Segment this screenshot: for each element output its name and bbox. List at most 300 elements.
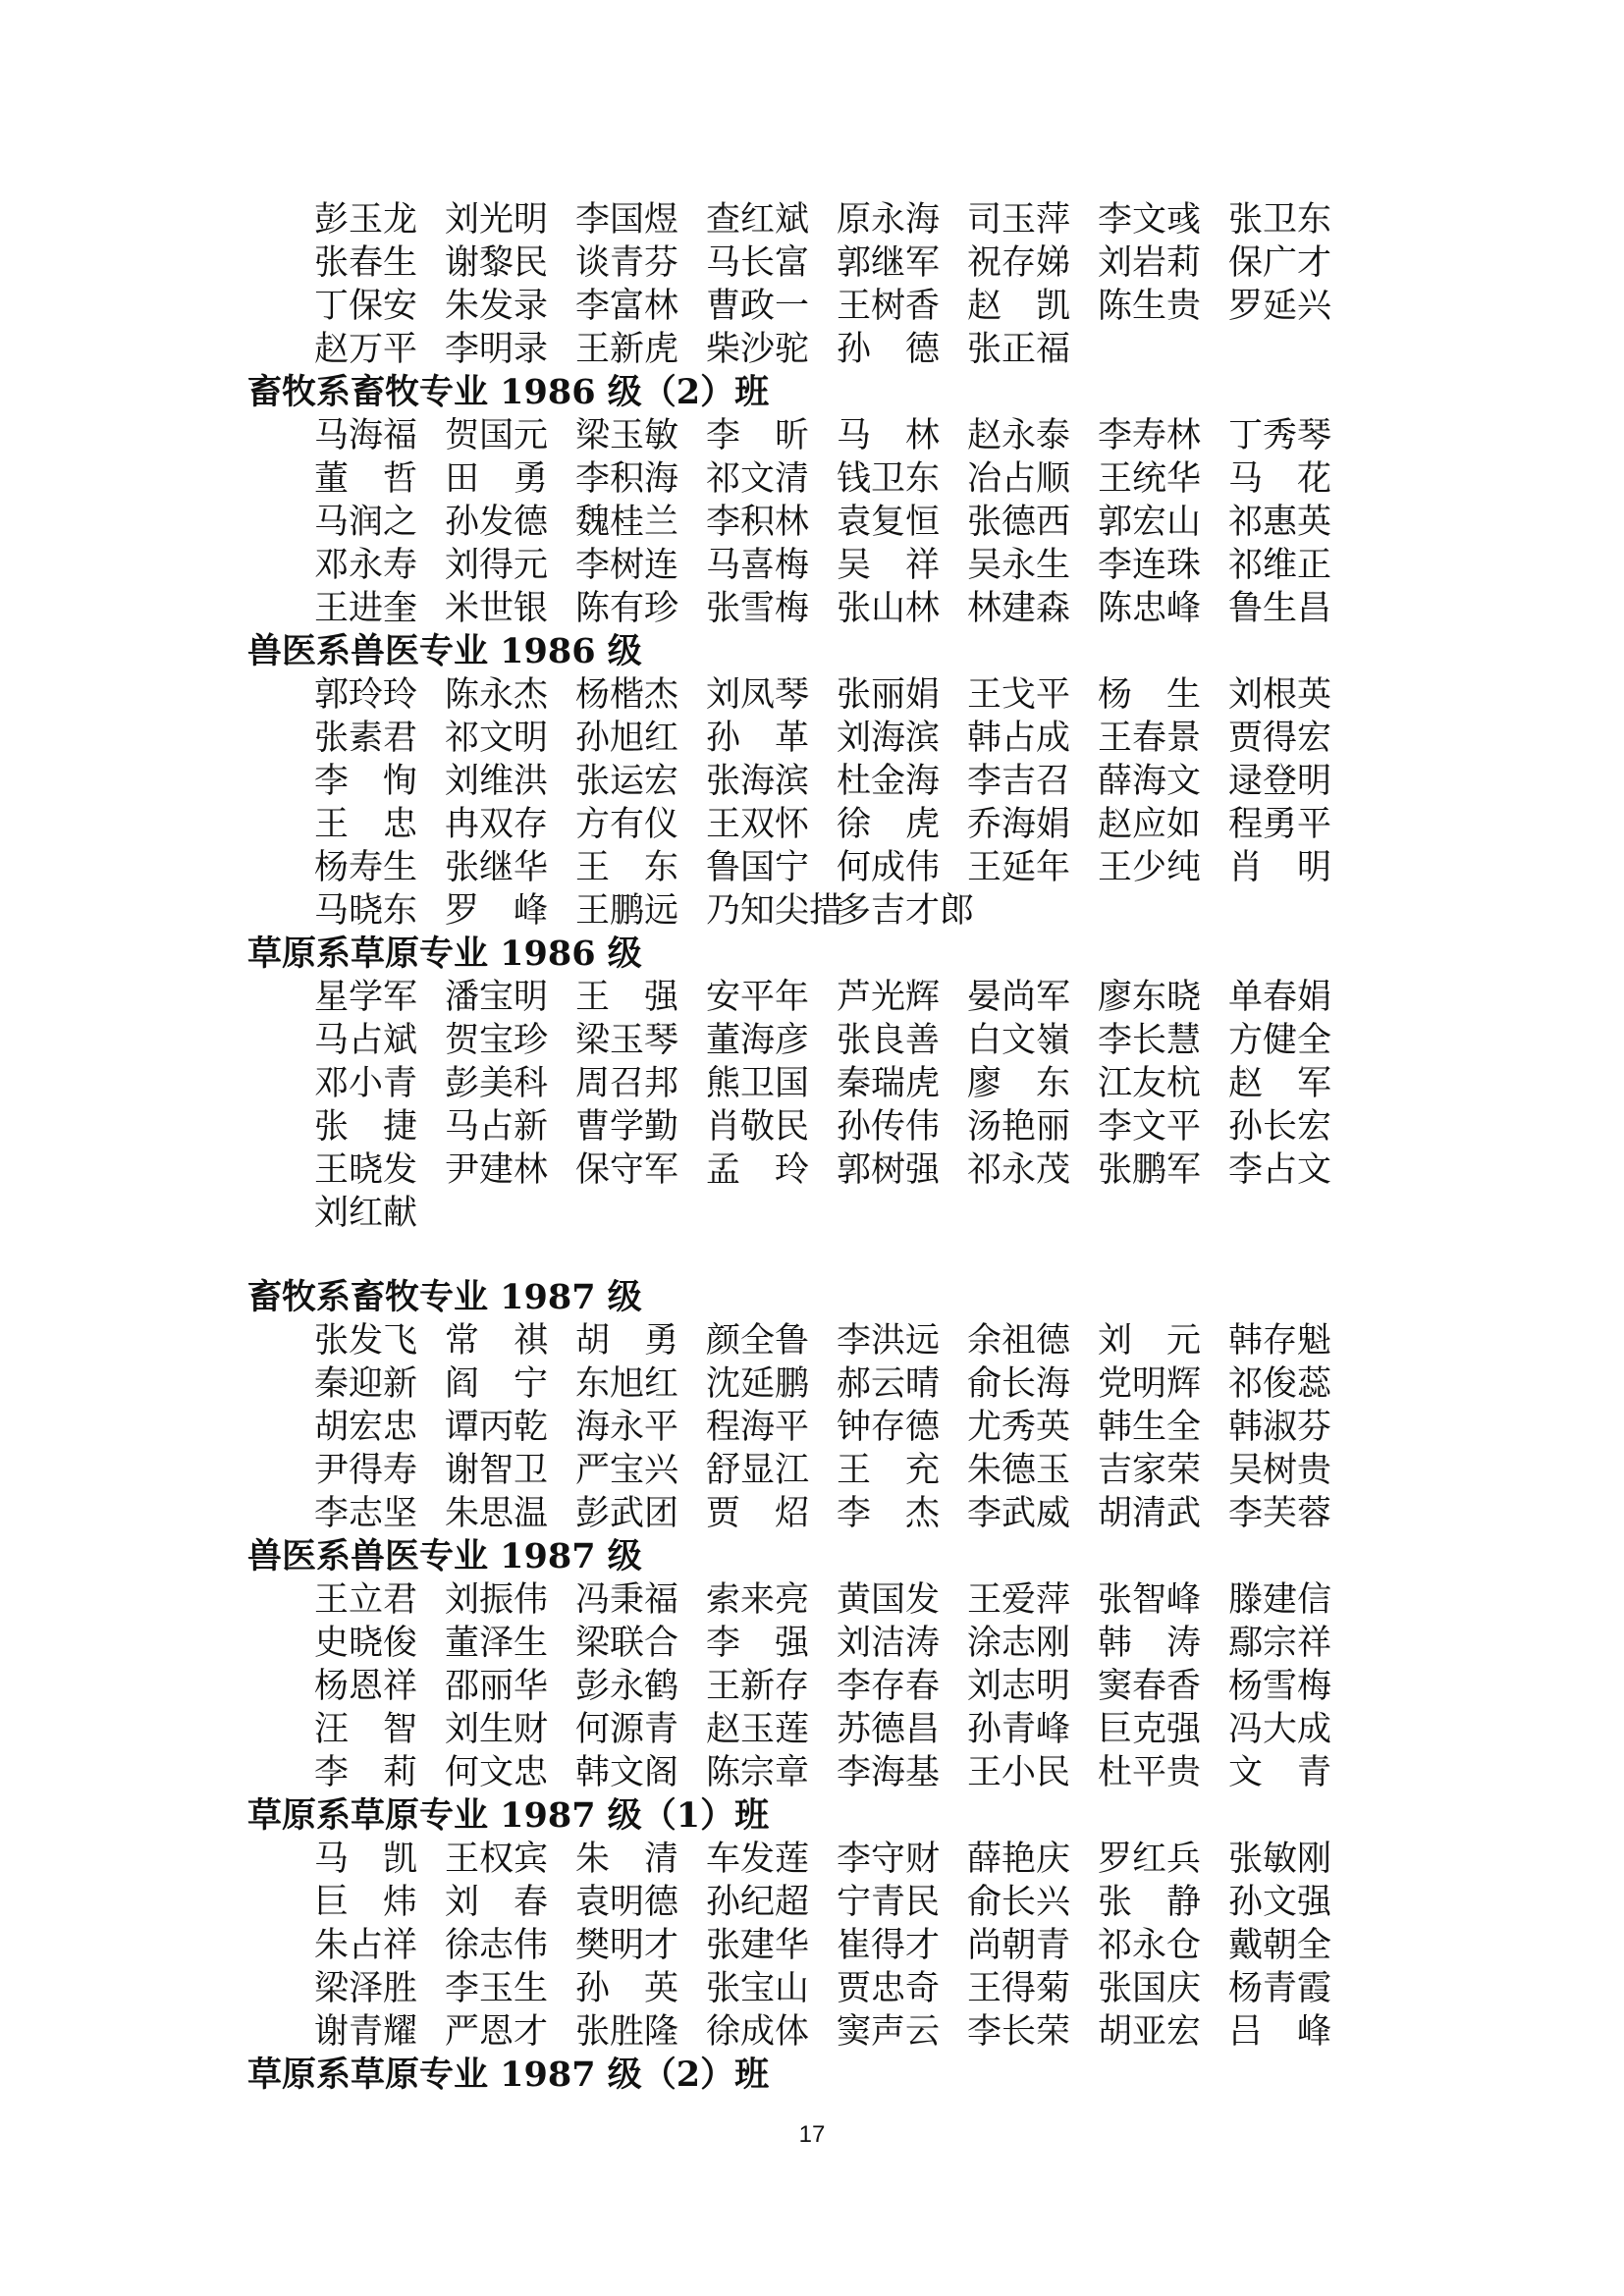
student-name: 巨 炜 [314, 1883, 418, 1922]
student-name: 罗延兴 [1228, 287, 1332, 326]
student-name: 杜金海 [837, 762, 941, 801]
student-name: 马海福 [314, 416, 418, 455]
student-name: 查红斌 [706, 200, 810, 240]
student-name: 魏桂兰 [575, 503, 679, 542]
student-name: 何文忠 [445, 1753, 549, 1792]
student-name: 董 哲 [314, 459, 418, 499]
student-name: 王权宾 [445, 1840, 549, 1879]
name-row [314, 1751, 1355, 1794]
student-name: 张正福 [967, 330, 1071, 369]
student-name: 孙纪超 [706, 1883, 810, 1922]
name-row [314, 414, 1355, 457]
student-name: 余祖德 [967, 1321, 1071, 1361]
student-name: 李占文 [1228, 1150, 1332, 1190]
student-name: 李 莉 [314, 1753, 418, 1792]
student-name: 马喜梅 [706, 546, 810, 585]
student-name: 王双怀 [706, 805, 810, 844]
student-name: 海永平 [575, 1408, 679, 1447]
name-row [314, 976, 1355, 1019]
student-name: 朱思温 [445, 1494, 549, 1533]
student-name: 索来亮 [706, 1580, 810, 1620]
student-name: 逯登明 [1228, 762, 1332, 801]
student-name: 徐成体 [706, 2012, 810, 2052]
student-name: 杨恩祥 [314, 1667, 418, 1706]
student-name: 祁俊蕊 [1228, 1364, 1332, 1404]
student-name: 肖敬民 [706, 1107, 810, 1147]
student-name: 杨 生 [1098, 675, 1202, 715]
student-name: 滕建信 [1228, 1580, 1332, 1620]
student-name: 钱卫东 [837, 459, 941, 499]
student-name: 保守军 [575, 1150, 679, 1190]
student-name: 谭丙乾 [445, 1408, 549, 1447]
student-name: 巨克强 [1098, 1710, 1202, 1749]
student-name: 胡清武 [1098, 1494, 1202, 1533]
student-name: 彭玉龙 [314, 200, 418, 240]
student-name: 尹得寿 [314, 1451, 418, 1490]
name-row [314, 328, 1355, 371]
student-name: 张智峰 [1098, 1580, 1202, 1620]
student-name: 郭继军 [837, 243, 941, 283]
student-name: 肖 明 [1228, 848, 1332, 887]
page-number: 17 [798, 2121, 826, 2148]
student-name: 贾 炤 [706, 1494, 810, 1533]
name-row [314, 1708, 1355, 1751]
name-row [314, 1967, 1355, 2010]
student-name: 李海基 [837, 1753, 941, 1792]
name-row [314, 1019, 1355, 1062]
student-name: 郭树强 [837, 1150, 941, 1190]
student-name: 宁青民 [837, 1883, 941, 1922]
student-name: 李玉生 [445, 1969, 549, 2008]
student-name: 祁永茂 [967, 1150, 1071, 1190]
name-row [314, 1148, 1355, 1192]
student-name: 张海滨 [706, 762, 810, 801]
student-name: 尹建林 [445, 1150, 549, 1190]
student-name: 晏尚军 [967, 978, 1071, 1017]
student-name: 乃知尖措 [706, 891, 844, 931]
student-name: 张敏刚 [1228, 1840, 1332, 1879]
student-name: 樊明才 [575, 1926, 679, 1965]
student-name: 史晓俊 [314, 1624, 418, 1663]
student-name: 郝云晴 [837, 1364, 941, 1404]
student-name: 刘维洪 [445, 762, 549, 801]
student-name: 李明录 [445, 330, 549, 369]
student-name: 贾忠奇 [837, 1969, 941, 2008]
student-name: 陈有珍 [575, 589, 679, 628]
student-name: 吉家荣 [1098, 1451, 1202, 1490]
student-name: 董泽生 [445, 1624, 549, 1663]
student-name: 杨青霞 [1228, 1969, 1332, 2008]
student-name: 王进奎 [314, 589, 418, 628]
student-name: 王 忠 [314, 805, 418, 844]
student-name: 江友杭 [1098, 1064, 1202, 1103]
student-name: 张 静 [1098, 1883, 1202, 1922]
student-name: 李吉召 [967, 762, 1071, 801]
student-name: 丁秀琴 [1228, 416, 1332, 455]
student-name: 王少纯 [1098, 848, 1202, 887]
student-name: 张国庆 [1098, 1969, 1202, 2008]
student-name: 吴永生 [967, 546, 1071, 585]
student-name: 贺国元 [445, 416, 549, 455]
name-row [314, 760, 1355, 803]
student-name: 张丽娟 [837, 675, 941, 715]
student-name: 王得菊 [967, 1969, 1071, 2008]
name-row [314, 2010, 1355, 2054]
student-name: 涂志刚 [967, 1624, 1071, 1663]
student-name: 朱占祥 [314, 1926, 418, 1965]
student-name: 邵丽华 [445, 1667, 549, 1706]
student-name: 阎 宁 [445, 1364, 549, 1404]
student-name: 戴朝全 [1228, 1926, 1332, 1965]
name-row [314, 846, 1355, 889]
student-name: 彭美科 [445, 1064, 549, 1103]
student-name: 黄国发 [837, 1580, 941, 1620]
student-name: 杜平贵 [1098, 1753, 1202, 1792]
student-name: 冯秉福 [575, 1580, 679, 1620]
student-name: 李长荣 [967, 2012, 1071, 2052]
student-name: 单春娟 [1228, 978, 1332, 1017]
student-name: 韩淑芬 [1228, 1408, 1332, 1447]
student-name: 胡宏忠 [314, 1408, 418, 1447]
student-name: 星学军 [314, 978, 418, 1017]
student-name: 祁永仓 [1098, 1926, 1202, 1965]
student-name: 程勇平 [1228, 805, 1332, 844]
student-name: 廖东晓 [1098, 978, 1202, 1017]
student-name: 窦声云 [837, 2012, 941, 2052]
student-name: 谈青芬 [575, 243, 679, 283]
name-row [314, 1362, 1355, 1406]
student-name: 程海平 [706, 1408, 810, 1447]
student-name: 彭武团 [575, 1494, 679, 1533]
student-name: 窦春香 [1098, 1667, 1202, 1706]
student-name: 陈永杰 [445, 675, 549, 715]
student-name: 冶占顺 [967, 459, 1071, 499]
student-name: 朱德玉 [967, 1451, 1071, 1490]
student-name: 苏德昌 [837, 1710, 941, 1749]
student-name: 李文彧 [1098, 200, 1202, 240]
student-name: 祁维正 [1228, 546, 1332, 585]
student-name: 王 东 [575, 848, 679, 887]
student-name: 邓永寿 [314, 546, 418, 585]
student-name: 潘宝明 [445, 978, 549, 1017]
student-name: 胡亚宏 [1098, 2012, 1202, 2052]
student-name: 韩占成 [967, 719, 1071, 758]
student-name: 刘志明 [967, 1667, 1071, 1706]
name-row [314, 803, 1355, 846]
student-name: 张胜隆 [575, 2012, 679, 2052]
student-name: 李 恂 [314, 762, 418, 801]
student-name: 马占新 [445, 1107, 549, 1147]
student-name: 赵 凯 [967, 287, 1071, 326]
student-name: 孙 革 [706, 719, 810, 758]
student-name: 谢青耀 [314, 2012, 418, 2052]
student-name: 张宝山 [706, 1969, 810, 2008]
student-name: 陈忠峰 [1098, 589, 1202, 628]
section-heading: 畜牧系畜牧专业 1986 级（2）班 [247, 372, 770, 412]
student-name: 罗 峰 [445, 891, 549, 931]
student-name: 刘海滨 [837, 719, 941, 758]
student-name: 刘光明 [445, 200, 549, 240]
student-name: 赵万平 [314, 330, 418, 369]
student-name: 李树连 [575, 546, 679, 585]
student-name: 李富林 [575, 287, 679, 326]
name-row [314, 1578, 1355, 1622]
student-name: 张发飞 [314, 1321, 418, 1361]
student-name: 王统华 [1098, 459, 1202, 499]
student-name: 汤艳丽 [967, 1107, 1071, 1147]
student-name: 马 凯 [314, 1840, 418, 1879]
student-name: 张山林 [837, 589, 941, 628]
student-name: 田 勇 [445, 459, 549, 499]
student-name: 李 昕 [706, 416, 810, 455]
section-heading: 畜牧系畜牧专业 1987 级 [247, 1277, 642, 1317]
name-row [314, 1105, 1355, 1148]
student-name: 马晓东 [314, 891, 418, 931]
student-name: 梁玉敏 [575, 416, 679, 455]
name-row [314, 241, 1355, 285]
student-name: 鲁生昌 [1228, 589, 1332, 628]
name-row [314, 1192, 1355, 1235]
student-name: 张卫东 [1228, 200, 1332, 240]
name-row [314, 717, 1355, 760]
student-name: 原永海 [837, 200, 941, 240]
student-name: 袁明德 [575, 1883, 679, 1922]
student-name: 王小民 [967, 1753, 1071, 1792]
name-row [314, 1665, 1355, 1708]
student-name: 柴沙驼 [706, 330, 810, 369]
student-name: 薛艳庆 [967, 1840, 1071, 1879]
student-name: 王 充 [837, 1451, 941, 1490]
student-name: 东旭红 [575, 1364, 679, 1404]
section-heading: 兽医系兽医专业 1987 级 [247, 1536, 642, 1576]
student-name: 王鹏远 [575, 891, 679, 931]
student-name: 冉双存 [445, 805, 549, 844]
student-name: 袁复恒 [837, 503, 941, 542]
student-name: 赵玉莲 [706, 1710, 810, 1749]
name-row [314, 285, 1355, 328]
student-name: 汪 智 [314, 1710, 418, 1749]
student-name: 贺宝珍 [445, 1021, 549, 1060]
name-row [314, 1838, 1355, 1881]
student-name: 赵 军 [1228, 1064, 1332, 1103]
student-name: 王春景 [1098, 719, 1202, 758]
student-name: 祝存娣 [967, 243, 1071, 283]
student-name: 芦光辉 [837, 978, 941, 1017]
student-name: 彭永鹤 [575, 1667, 679, 1706]
student-name: 李积林 [706, 503, 810, 542]
student-name: 吴树贵 [1228, 1451, 1332, 1490]
student-name: 何源青 [575, 1710, 679, 1749]
name-row [314, 889, 1355, 933]
student-name: 吴 祥 [837, 546, 941, 585]
student-name: 胡 勇 [575, 1321, 679, 1361]
student-name: 孙旭红 [575, 719, 679, 758]
student-name: 孙 德 [837, 330, 941, 369]
student-name: 韩生全 [1098, 1408, 1202, 1447]
student-name: 李武威 [967, 1494, 1071, 1533]
student-name: 张鹏军 [1098, 1150, 1202, 1190]
student-name: 刘根英 [1228, 675, 1332, 715]
student-name: 乔海娟 [967, 805, 1071, 844]
student-name: 郭玲玲 [314, 675, 418, 715]
name-row [314, 1062, 1355, 1105]
student-name: 刘岩莉 [1098, 243, 1202, 283]
student-name: 张继华 [445, 848, 549, 887]
student-name: 李守财 [837, 1840, 941, 1879]
student-name: 孙 英 [575, 1969, 679, 2008]
name-row [314, 457, 1355, 501]
student-name: 刘红献 [314, 1194, 418, 1233]
student-name: 张 捷 [314, 1107, 418, 1147]
student-name: 张素君 [314, 719, 418, 758]
student-name: 方有仪 [575, 805, 679, 844]
student-name: 刘得元 [445, 546, 549, 585]
student-name: 祁文明 [445, 719, 549, 758]
student-name: 丁保安 [314, 287, 418, 326]
student-name: 王爱萍 [967, 1580, 1071, 1620]
student-name: 李芙蓉 [1228, 1494, 1332, 1533]
student-name: 陈宗章 [706, 1753, 810, 1792]
student-name: 郭宏山 [1098, 503, 1202, 542]
student-name: 严宝兴 [575, 1451, 679, 1490]
student-name: 文 青 [1228, 1753, 1332, 1792]
student-name: 董海彦 [706, 1021, 810, 1060]
student-name: 鲁国宁 [706, 848, 810, 887]
student-name: 王延年 [967, 848, 1071, 887]
student-name: 马润之 [314, 503, 418, 542]
student-name: 孙文强 [1228, 1883, 1332, 1922]
student-name: 米世银 [445, 589, 549, 628]
student-name: 李存春 [837, 1667, 941, 1706]
student-name: 朱发录 [445, 287, 549, 326]
student-name: 王 强 [575, 978, 679, 1017]
student-name: 何成伟 [837, 848, 941, 887]
student-name: 谢智卫 [445, 1451, 549, 1490]
student-name: 刘生财 [445, 1710, 549, 1749]
student-name: 秦瑞虎 [837, 1064, 941, 1103]
student-name: 刘凤琴 [706, 675, 810, 715]
student-name: 孙传伟 [837, 1107, 941, 1147]
student-name: 祁文清 [706, 459, 810, 499]
name-row [314, 1449, 1355, 1492]
student-name: 曹政一 [706, 287, 810, 326]
student-name: 孙长宏 [1228, 1107, 1332, 1147]
student-name: 贾得宏 [1228, 719, 1332, 758]
student-name: 冯大成 [1228, 1710, 1332, 1749]
student-name: 赵应如 [1098, 805, 1202, 844]
student-name: 祁惠英 [1228, 503, 1332, 542]
student-name: 王树香 [837, 287, 941, 326]
student-name: 徐 虎 [837, 805, 941, 844]
name-row [314, 1924, 1355, 1967]
section-heading: 兽医系兽医专业 1986 级 [247, 631, 642, 671]
student-name: 马 林 [837, 416, 941, 455]
name-row [314, 587, 1355, 630]
student-name: 韩 涛 [1098, 1624, 1202, 1663]
student-name: 张良善 [837, 1021, 941, 1060]
student-name: 朱 清 [575, 1840, 679, 1879]
student-name: 保广才 [1228, 243, 1332, 283]
student-name: 鄢宗祥 [1228, 1624, 1332, 1663]
student-name: 孙青峰 [967, 1710, 1071, 1749]
student-name: 廖 东 [967, 1064, 1071, 1103]
student-name: 李 杰 [837, 1494, 941, 1533]
student-name: 梁联合 [575, 1624, 679, 1663]
student-name: 徐志伟 [445, 1926, 549, 1965]
name-row [314, 673, 1355, 717]
student-name: 王戈平 [967, 675, 1071, 715]
name-row [314, 501, 1355, 544]
student-name: 方健全 [1228, 1021, 1332, 1060]
student-name: 张运宏 [575, 762, 679, 801]
student-name: 李寿林 [1098, 416, 1202, 455]
name-row [314, 1622, 1355, 1665]
student-name: 罗红兵 [1098, 1840, 1202, 1879]
student-name: 严恩才 [445, 2012, 549, 2052]
student-name: 刘洁涛 [837, 1624, 941, 1663]
student-name: 张春生 [314, 243, 418, 283]
student-name: 吕 峰 [1228, 2012, 1332, 2052]
student-name: 林建森 [967, 589, 1071, 628]
student-name: 张德西 [967, 503, 1071, 542]
student-name: 杨楷杰 [575, 675, 679, 715]
student-name: 沈延鹏 [706, 1364, 810, 1404]
student-name: 钟存德 [837, 1408, 941, 1447]
name-row [314, 1319, 1355, 1362]
student-name: 刘 元 [1098, 1321, 1202, 1361]
student-name: 李国煜 [575, 200, 679, 240]
student-name: 司玉萍 [967, 200, 1071, 240]
student-name: 李 强 [706, 1624, 810, 1663]
student-name: 李志坚 [314, 1494, 418, 1533]
student-name: 赵永泰 [967, 416, 1071, 455]
student-name: 陈生贵 [1098, 287, 1202, 326]
student-name: 舒显江 [706, 1451, 810, 1490]
student-name: 李洪远 [837, 1321, 941, 1361]
student-name: 曹学勤 [575, 1107, 679, 1147]
student-name: 邓小青 [314, 1064, 418, 1103]
student-name: 李长慧 [1098, 1021, 1202, 1060]
student-name: 周召邦 [575, 1064, 679, 1103]
name-row [314, 198, 1355, 241]
student-name: 张建华 [706, 1926, 810, 1965]
student-name: 梁泽胜 [314, 1969, 418, 2008]
student-name: 王晓发 [314, 1150, 418, 1190]
student-name: 李文平 [1098, 1107, 1202, 1147]
student-name: 王新虎 [575, 330, 679, 369]
student-name: 俞长海 [967, 1364, 1071, 1404]
student-name: 崔得才 [837, 1926, 941, 1965]
student-name: 韩文阁 [575, 1753, 679, 1792]
student-name: 俞长兴 [967, 1883, 1071, 1922]
student-name: 白文嶺 [967, 1021, 1071, 1060]
section-heading: 草原系草原专业 1986 级 [247, 934, 642, 974]
name-row [314, 1406, 1355, 1449]
section-heading: 草原系草原专业 1987 级（1）班 [247, 1795, 770, 1836]
student-name: 马长富 [706, 243, 810, 283]
student-name: 孙发德 [445, 503, 549, 542]
student-name: 秦迎新 [314, 1364, 418, 1404]
student-name: 熊卫国 [706, 1064, 810, 1103]
student-name: 刘振伟 [445, 1580, 549, 1620]
student-name: 李连珠 [1098, 546, 1202, 585]
student-name: 梁玉琴 [575, 1021, 679, 1060]
student-name: 王立君 [314, 1580, 418, 1620]
student-name: 安平年 [706, 978, 810, 1017]
student-name: 马 花 [1228, 459, 1332, 499]
student-name: 李积海 [575, 459, 679, 499]
student-name: 党明辉 [1098, 1364, 1202, 1404]
